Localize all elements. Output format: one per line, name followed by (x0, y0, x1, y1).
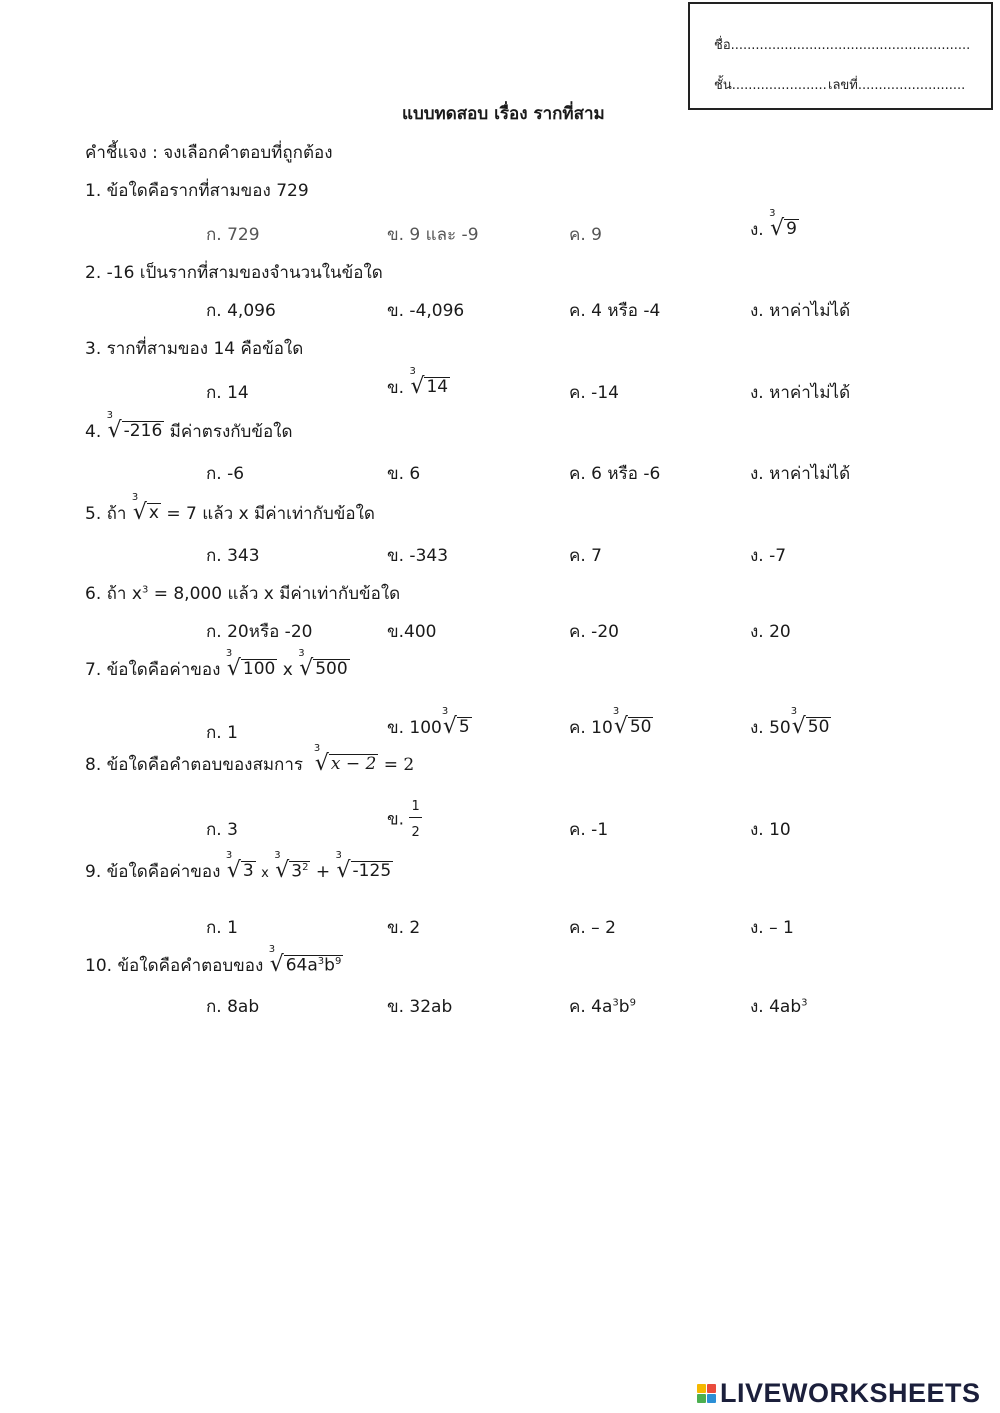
question-7-text (85, 648, 350, 683)
question-9-text (85, 850, 393, 885)
times-sign: x (282, 660, 293, 680)
question-10-option-c[interactable] (569, 993, 636, 1020)
radicand: 64a (285, 955, 318, 976)
logo-square (697, 1384, 706, 1393)
question-8-option-a[interactable]: ก. 3 (206, 820, 238, 840)
logo-square (697, 1394, 706, 1403)
cube-root (225, 850, 256, 883)
question-10-text (85, 944, 343, 979)
question-9-option-c[interactable]: ค. – 2 (569, 918, 616, 938)
root-index: 3 (225, 850, 233, 861)
equation-rhs: = 2 (383, 755, 415, 775)
root-index: 3 (409, 366, 416, 377)
radical-sign: √ (314, 751, 329, 776)
question-8-option-c[interactable]: ค. -1 (569, 820, 609, 840)
question-1-option-d[interactable] (750, 208, 799, 243)
question-3-text: 3. รากที่สามของ 14 คือข้อใด (85, 339, 304, 359)
question-number: 5. ถ้า (85, 504, 127, 524)
question-3-option-c[interactable]: ค. -14 (569, 383, 619, 403)
question-7-option-c[interactable] (569, 706, 653, 741)
exponent: 3 (141, 584, 149, 596)
question-2-option-a[interactable]: ก. 4,096 (206, 301, 276, 321)
cube-root (790, 706, 832, 739)
root-index: 3 (335, 850, 342, 861)
question-10-option-a[interactable]: ก. 8ab (206, 997, 260, 1017)
radicand: 100 (242, 659, 276, 680)
radicand: 50 (629, 717, 652, 738)
question-10-option-b[interactable]: ข. 32ab (387, 997, 453, 1017)
question-4-option-d[interactable]: ง. หาค่าไม่ได้ (750, 464, 851, 484)
exponent: 3 (801, 997, 808, 1009)
question-4-option-b[interactable]: ข. 6 (387, 464, 421, 484)
question-7-option-a[interactable]: ก. 1 (206, 723, 238, 743)
option-label: ข. 100 (387, 718, 442, 738)
radicand: 3 (242, 861, 254, 882)
name-field[interactable]: ชื่อ.......................................................... (714, 38, 971, 53)
instruction-text: คำชี้แจง : จงเลือกคำตอบที่ถูกต้อง (85, 143, 333, 163)
radical-sign: √ (613, 714, 628, 739)
root-index: 3 (313, 743, 321, 754)
exponent: 3 (317, 955, 325, 967)
root-index: 3 (298, 648, 305, 659)
number-field[interactable]: เลขที่.......................... (828, 78, 966, 93)
question-8-option-d[interactable]: ง. 10 (750, 820, 791, 840)
root-index: 3 (769, 208, 776, 219)
question-2-option-b[interactable]: ข. -4,096 (387, 301, 465, 321)
question-number: 7. ข้อใดคือค่าของ (85, 660, 221, 680)
class-field[interactable]: ชั้น....................... (714, 78, 827, 93)
cube-root (409, 366, 450, 399)
radical-sign: √ (770, 216, 785, 241)
root-index: 3 (612, 706, 620, 717)
question-2-text: 2. -16 เป็นรากที่สามของจำนวนในข้อใด (85, 263, 383, 283)
option-label: ข. (387, 809, 405, 830)
question-4-text (85, 410, 293, 445)
radical-sign: √ (275, 858, 290, 883)
question-5-option-c[interactable]: ค. 7 (569, 546, 602, 566)
radicand: 3 (291, 861, 303, 882)
cube-root (225, 648, 277, 681)
question-2-option-d[interactable]: ง. หาค่าไม่ได้ (750, 301, 851, 321)
option-label: ง. 50 (750, 718, 791, 738)
radical-sign: √ (410, 374, 425, 399)
option-label: ข. (387, 378, 405, 398)
root-index: 3 (131, 492, 139, 503)
logo-square (707, 1384, 716, 1393)
exponent: 2 (302, 861, 309, 873)
fraction-numerator: 1 (409, 800, 421, 818)
question-4-option-a[interactable]: ก. -6 (206, 464, 245, 484)
question-suffix: = 8,000 แล้ว x มีค่าเท่ากับข้อใด (153, 584, 401, 604)
option-label: ค. 10 (569, 718, 613, 738)
question-6-option-c[interactable]: ค. -20 (569, 622, 619, 642)
question-9-option-b[interactable]: ข. 2 (387, 918, 421, 938)
question-number: 10. ข้อใดคือคำตอบของ (85, 956, 264, 976)
radical-sign: √ (791, 714, 806, 739)
question-suffix: = 7 แล้ว x มีค่าเท่ากับข้อใด (166, 504, 375, 524)
radicand-variable: b (324, 955, 335, 976)
radical-sign: √ (226, 858, 241, 883)
cube-root (769, 208, 799, 241)
radical-sign: √ (269, 952, 284, 977)
radicand: 500 (315, 659, 348, 680)
radicand: 14 (426, 377, 449, 398)
question-8-text (85, 743, 415, 778)
fraction-denominator: 2 (411, 825, 420, 840)
option-label: ง. 4ab (750, 997, 802, 1017)
cube-root (131, 492, 161, 525)
plus-sign: + (315, 862, 331, 882)
logo-icon (697, 1384, 716, 1403)
logo-square (707, 1394, 716, 1403)
question-2-option-c[interactable]: ค. 4 หรือ -4 (569, 301, 661, 321)
radical-sign: √ (336, 858, 351, 883)
question-4-option-c[interactable]: ค. 6 หรือ -6 (569, 464, 661, 484)
cube-root (268, 944, 344, 977)
root-index: 3 (790, 706, 798, 717)
question-1-text: 1. ข้อใดคือรากที่สามของ 729 (85, 181, 309, 201)
question-6-option-b[interactable]: ข.400 (387, 622, 437, 642)
question-5-option-d[interactable]: ง. -7 (750, 546, 787, 566)
cube-root (313, 743, 379, 776)
radicand: 5 (458, 717, 470, 738)
root-index: 3 (106, 410, 114, 421)
exponent: 9 (334, 955, 342, 967)
radicand: x − 2 (330, 754, 377, 775)
exponent: 3 (612, 997, 619, 1009)
cube-root (274, 850, 310, 883)
question-6-option-a[interactable]: ก. 20หรือ -20 (206, 622, 313, 642)
question-3-option-a[interactable]: ก. 14 (206, 383, 249, 403)
root-index: 3 (274, 850, 281, 861)
root-index: 3 (225, 648, 233, 659)
question-number: 8. ข้อใดคือคำตอบของสมการ (85, 755, 304, 775)
student-info-box (688, 2, 993, 110)
question-1-option-b[interactable]: ข. 9 และ -9 (387, 225, 479, 245)
radical-sign: √ (226, 656, 241, 681)
page-title: แบบทดสอบ เรื่อง รากที่สาม (402, 104, 605, 124)
root-index: 3 (268, 944, 276, 955)
radicand: 50 (807, 717, 830, 738)
question-6-option-d[interactable]: ง. 20 (750, 622, 791, 642)
radical-sign: √ (299, 656, 314, 681)
logo-text: LIVEWORKSHEETS (720, 1378, 981, 1408)
option-variable: b (618, 997, 630, 1017)
radical-sign: √ (132, 500, 147, 525)
cube-root (612, 706, 654, 739)
question-3-option-d[interactable]: ง. หาค่าไม่ได้ (750, 383, 851, 403)
radicand: -125 (352, 861, 392, 882)
radical-sign: √ (107, 418, 122, 443)
question-9-option-d[interactable]: ง. – 1 (750, 918, 794, 938)
question-5-option-a[interactable]: ก. 343 (206, 546, 260, 566)
question-number: 6. ถ้า x (85, 584, 142, 604)
radicand: x (148, 503, 159, 524)
radical-sign: √ (442, 714, 457, 739)
question-8-option-b[interactable] (387, 800, 422, 839)
option-label: ง. (750, 220, 764, 240)
question-9-option-a[interactable]: ก. 1 (206, 918, 238, 938)
question-5-text (85, 492, 375, 527)
question-1-option-c[interactable]: ค. 9 (569, 225, 602, 245)
cube-root (298, 648, 349, 681)
fraction (409, 800, 421, 839)
liveworksheets-logo[interactable] (697, 1378, 981, 1409)
cube-root (441, 706, 472, 739)
question-6-text (85, 580, 400, 607)
question-7-option-b[interactable] (387, 706, 472, 741)
question-number: 4. (85, 422, 102, 442)
cube-root (335, 850, 394, 883)
question-1-option-a[interactable]: ก. 729 (206, 225, 260, 245)
question-5-option-b[interactable]: ข. -343 (387, 546, 449, 566)
question-number: 9. ข้อใดคือค่าของ (85, 862, 221, 882)
question-suffix: มีค่าตรงกับข้อใด (169, 422, 293, 442)
option-label: ค. 4a (569, 997, 613, 1017)
radicand: -216 (123, 421, 163, 442)
radicand: 9 (786, 219, 797, 240)
question-7-option-d[interactable] (750, 706, 831, 741)
root-index: 3 (441, 706, 449, 717)
times-sign: x (261, 866, 269, 881)
exponent: 9 (629, 997, 636, 1009)
cube-root (106, 410, 165, 443)
question-10-option-d[interactable] (750, 993, 808, 1020)
question-3-option-b[interactable] (387, 366, 450, 401)
